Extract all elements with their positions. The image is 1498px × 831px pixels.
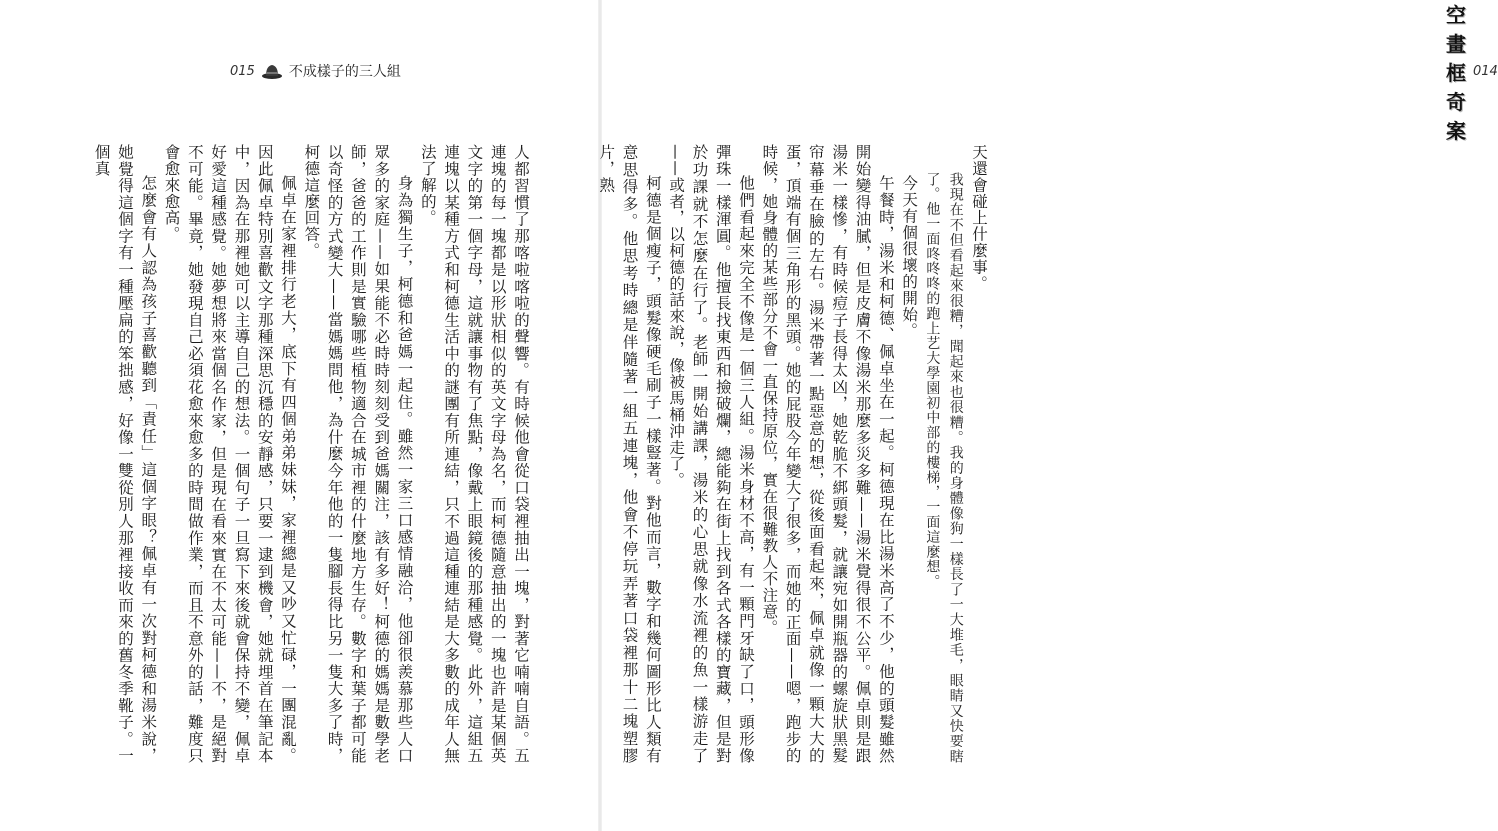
right-page-header (1446, 2, 1498, 143)
left-page-header (230, 56, 401, 86)
paragraph: 今天有個很壞的開始。 (900, 175, 919, 339)
paragraph: 怎麼會有人認為孩子喜歡聽到「責任」這個字眼？佩卓有一次對柯德和湯米說，她覺得這個字有一種壓扁的笨拙感，好像一雙從別人那裡接收而來的舊冬季靴子。一個真 (92, 144, 158, 764)
chapter-title: 不成樣子的三人組 (288, 64, 401, 80)
paragraph: 身為獨生子，柯德和爸媽一起住。雖然一家三口感情融洽，他卻很羨慕那些人口眾多的家庭——如果能不必時時刻刻受到爸媽關注，該有多好！柯德的媽媽是數學老師，爸爸的工作則是實驗哪些植物適合在城市裡的什麼地方生存。數字和葉子都可能以奇怪的方式變大——當媽媽問他，為什麼今年他的一隻腳長得比另一隻大多了時，柯德這麼回答。 (302, 144, 414, 764)
right-page-number: 014 (1473, 63, 1498, 79)
inner-thought: 我現在不但看起來很糟，聞起來也很糟。我的身體像狗一樣長了一大堆毛，眼睛又快要瞎了。他一面咚咚咚的跑上艺大學園初中部的樓梯，一面這麼想。 (924, 172, 964, 764)
paragraph: 午餐時，湯米和柯德、佩卓坐在一起。柯德現在比湯米高了不少，他的頭髮雖然開始變得油膩，但是皮膚不像湯米那麼多災多難——湯米覺得很不公平。佩卓則是跟湯米一樣慘，有時候痘子長得太凶，她乾脆不綁頭髮，就讓宛如開瓶器的螺旋狀黑髮帘幕垂在臉的左右。湯米帶著一點惡意的想，從後面看起來，佩卓就像一顆大大的蛋，頂端有個三角形的黑頭。她的屁股今年變大了很多，而她的正面——嗯，跑步的時候，她身體的某些部分不會一直保持原位，實在很難教人不注意。 (760, 144, 895, 764)
right-page-body (597, 144, 990, 764)
series-title-logo: 空畫框奇案 (1446, 2, 1467, 143)
paragraph: 他們看起來完全不像是一個三人組。湯米身材不高，有一顆門牙缺了口，頭形像彈珠一樣渾圓。他擅長找東西和撿破爛，總能夠在街上找到各式各樣的寶藏，但是對於功課就不怎麼在行了。老師一開始講課，湯米的心思就像水流裡的魚一樣游走了——或者，以柯德的話來說，像被馬桶沖走了。 (667, 144, 756, 764)
left-page (0, 0, 600, 831)
detective-hat-icon (261, 61, 283, 81)
left-page-number: 015 (230, 63, 255, 79)
paragraph: 柯德是個瘦子，頭髮像硬毛刷子一樣豎著。對他而言，數字和幾何圖形比人類有意思得多。他思考時總是伴隨著一組五連塊，他會不停玩弄著口袋裡那十二塊塑膠片，熟 (597, 144, 662, 764)
opening-line: 天還會碰上什麼事。 (970, 144, 988, 292)
left-page-body (82, 144, 532, 764)
paragraph: 佩卓在家裡排行老大，底下有四個弟弟妹妹，家裡總是又吵又忙碌，一團混亂。因此佩卓特別喜歡文字那種深思沉穩的安靜感，只要一逮到機會，她就埋首在筆記本中，因為在那裡她可以主導自己的想法。一個句子一旦寫下來後就會保持不變，佩卓好愛這種感覺。她夢想將來當個名作家，但是現在看來實在不太可能——不，是絕對不可能。畢竟，她發現自己必須花愈來愈多的時間做作業，而且不意外的話，難度只會愈來愈高。 (162, 144, 298, 764)
paragraph: 人都習慣了那喀啦喀啦的聲響。有時候他會從口袋裡抽出一塊，對著它喃喃自語。五連塊的每一塊都是以形狀相似的英文字母為名，而柯德隨意抽出的一塊也許是某個英文字的第一個字母，這就讓事物有了焦點，像戴上眼鏡後的那種感覺。此外，這組五連塊以某種方式和柯德生活中的謎團有所連結，只不過這種連結是大多數的成年人無法了解的。 (418, 144, 530, 764)
